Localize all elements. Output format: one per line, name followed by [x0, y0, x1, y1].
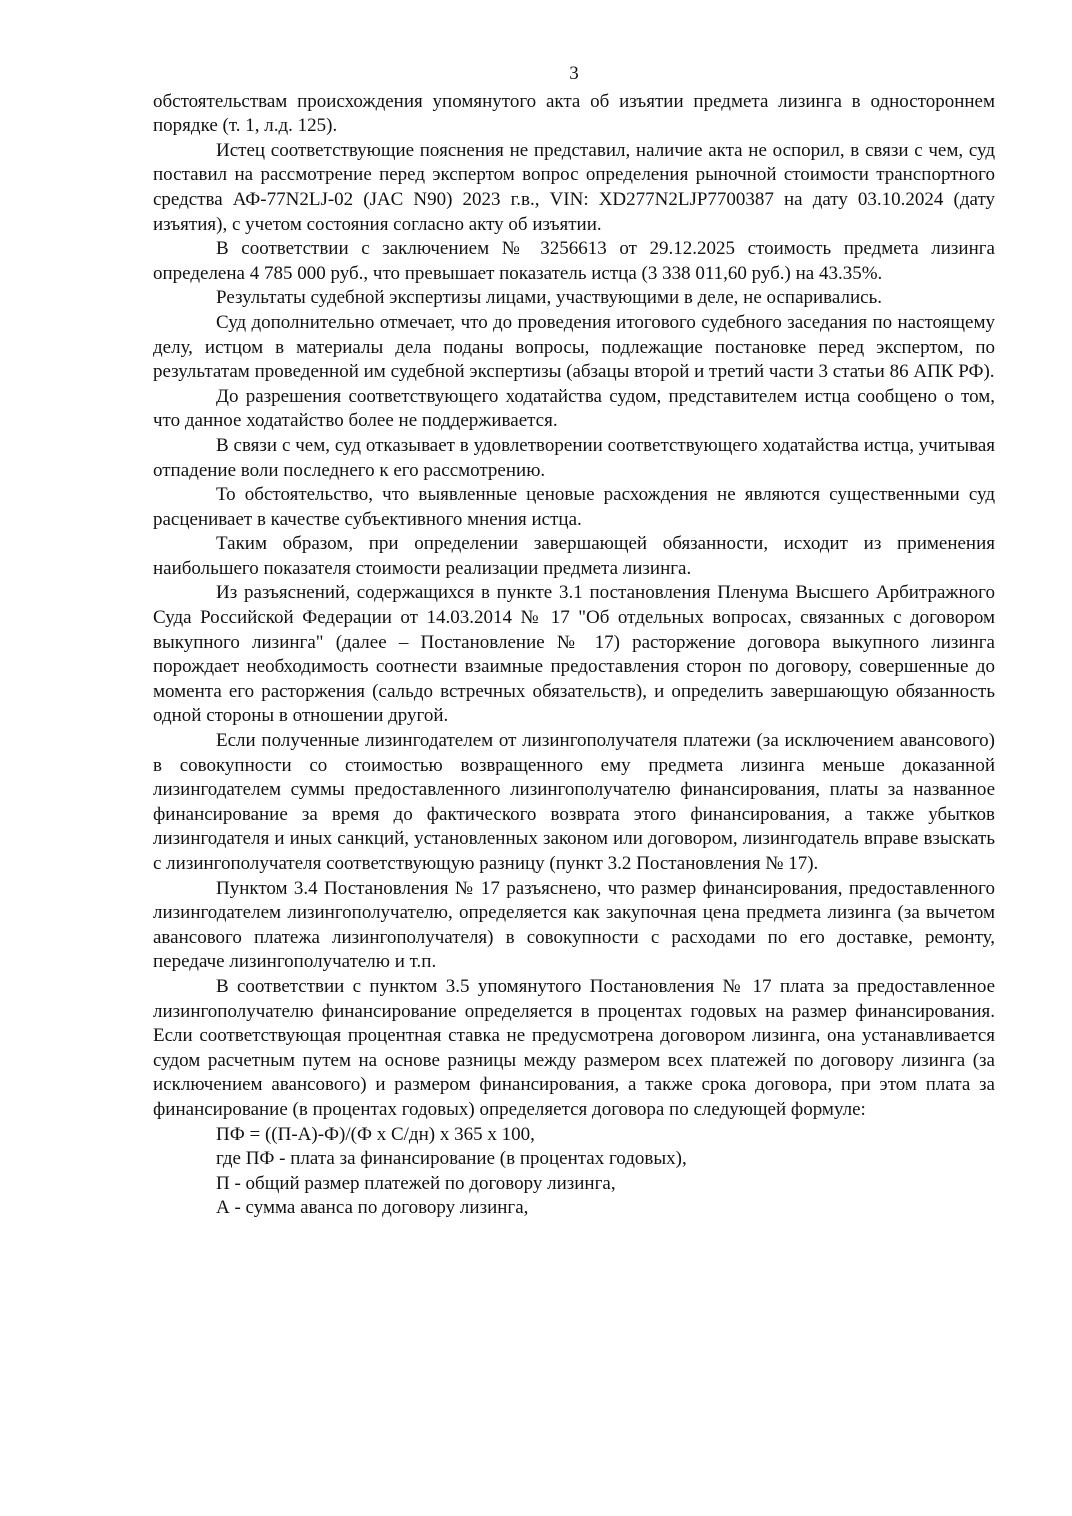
- paragraph-4: Результаты судебной экспертизы лицами, участвующими в деле, не оспаривались.: [216, 287, 883, 309]
- paragraph-5: Суд дополнительно отмечает, что до проведения итогового судебного заседания по настоящему делу, истцом в материалы дела поданы вопросы, подлежащие постановке перед экспертом, по результатам проведенной им судебной экспертизы (абзацы второй и третий части 3 статьи 86 АПК РФ).: [153, 311, 995, 383]
- document-page: [153, 62, 995, 1221]
- paragraph-13: В соответствии с пунктом 3.5 упомянутого Постановления № 17 плата за предоставленное лизингополучателю финансирование определяется в процентах годовых на размер финансирования. Если соответствующая процентная ставка не предусмотрена договором лизинга, она устанавливается судом расчетным путем на основе разницы между размером всех платежей по договору лизинга (за исключением авансового) и размером финансирования, а также срока договора, при этом плата за финансирование (в процентах годовых) определяется договора по следующей формуле:: [153, 975, 995, 1120]
- paragraph-9: Таким образом, при определении завершающей обязанности, исходит из применения наибольшего показателя стоимости реализации предмета лизинга.: [153, 533, 995, 579]
- paragraph-11: Если полученные лизингодателем от лизингополучателя платежи (за исключением авансового) в совокупности со стоимостью возвращенного ему предмета лизинга меньше доказанной лизингодателем суммы предоставленного лизингополучателю финансирования, платы за названное финансирование за время до фактического возврата этого финансирования, а также убытков лизингодателя и иных санкций, установленных законом или договором, лизингодатель вправе взыскать с лизингополучателя соответствующую разницу (пункт 3.2 Постановления № 17).: [153, 730, 995, 874]
- paragraph-1: обстоятельствам происхождения упомянутого акта об изъятии предмета лизинга в одностороннем порядке (т. 1, л.д. 125).: [153, 90, 995, 137]
- formula-legend-pf: где ПФ - плата за финансирование (в процентах годовых),: [216, 1148, 687, 1170]
- paragraph-12: Пунктом 3.4 Постановления № 17 разъяснено, что размер финансирования, предоставленного лизингодателем лизингополучателю, определяется как закупочная цена предмета лизинга (за вычетом авансового платежа лизингополучателя) в совокупности с расходами по его доставке, ремонту, передаче лизингополучателю и т.п.: [153, 877, 995, 973]
- paragraph-8: То обстоятельство, что выявленные ценовые расхождения не являются существенными суд расценивает в качестве субъективного мнения истца.: [153, 484, 995, 530]
- formula-legend-p: П - общий размер платежей по договору лизинга,: [216, 1172, 616, 1194]
- paragraph-10: Из разъяснений, содержащихся в пункте 3.1 постановления Пленума Высшего Арбитражного Суда Российской Федерации от 14.03.2014 № 17 "Об отдельных вопросах, связанных с договором выкупного лизинга" (далее – Постановление № 17) расторжение договора выкупного лизинга порождает необходимость соотнести взаимные предоставления сторон по договору, совершенные до момента его расторжения (сальдо встречных обязательств), и определить завершающую обязанность одной стороны в отношении другой.: [153, 582, 995, 727]
- paragraph-6: До разрешения соответствующего ходатайства судом, представителем истца сообщено о том, что данное ходатайство более не поддерживается.: [153, 385, 995, 432]
- paragraph-2: Истец соответствующие пояснения не представил, наличие акта не оспорил, в связи с чем, суд поставил на рассмотрение перед экспертом вопрос определения рыночной стоимости транспортного средства АФ-77N2LJ-02 (JAC N90) 2023 г.в., VIN: XD277N2LJP7700387 на дату 03.10.2024 (дату изъятия), с учетом состояния согласно акту об изъятии.: [153, 139, 995, 235]
- formula-legend-a: А - сумма аванса по договору лизинга,: [216, 1197, 529, 1219]
- paragraph-7: В связи с чем, суд отказывает в удовлетворении соответствующего ходатайства истца, учитывая отпадение воли последнего к его рассмотрению.: [153, 434, 995, 481]
- paragraph-3: В соответствии с заключением № 3256613 от 29.12.2025 стоимость предмета лизинга определена 4 785 000 руб., что превышает показатель истца (3 338 011,60 руб.) на 43.35%.: [153, 238, 995, 284]
- page-number: 3: [569, 63, 579, 84]
- formula-line: ПФ = ((П-А)-Ф)/(Ф х С/дн) х 365 х 100,: [216, 1123, 535, 1145]
